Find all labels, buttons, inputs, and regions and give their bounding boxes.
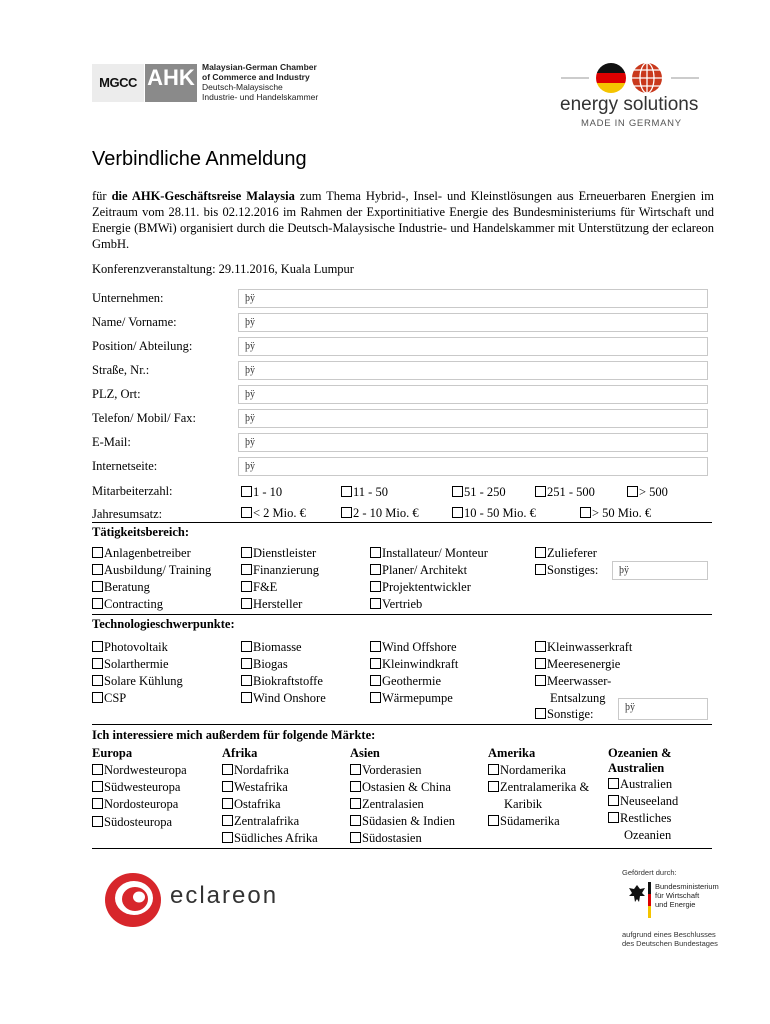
divider — [92, 724, 712, 725]
checkbox[interactable] — [92, 764, 103, 775]
tech-option[interactable]: Wind Onshore — [241, 690, 326, 706]
tech-other-input[interactable]: þÿ — [618, 698, 708, 720]
market-option[interactable]: Westafrika — [222, 779, 288, 795]
field-label: PLZ, Ort: — [92, 387, 141, 401]
tech-option[interactable]: Kleinwasserkraft — [535, 639, 632, 655]
asien-title: Asien — [350, 746, 380, 760]
activity-option[interactable]: Sonstiges: — [535, 562, 598, 578]
checkbox[interactable] — [535, 564, 546, 575]
checkbox[interactable] — [92, 798, 103, 809]
divider — [92, 614, 712, 615]
checkbox[interactable] — [535, 547, 546, 558]
market-option[interactable]: Zentralamerika & — [488, 779, 589, 795]
market-option[interactable]: Vorderasien — [350, 762, 421, 778]
checkbox[interactable] — [241, 547, 252, 558]
field-label: Unternehmen: — [92, 291, 164, 305]
field-label: Name/ Vorname: — [92, 315, 177, 329]
checkbox[interactable] — [222, 832, 233, 843]
employees-label: Mitarbeiterzahl: — [92, 484, 173, 498]
checkbox[interactable] — [92, 641, 103, 652]
revenue-option[interactable]: 10 - 50 Mio. € — [452, 505, 536, 521]
checkbox[interactable] — [452, 486, 463, 497]
intro-paragraph: für die AHK-Geschäftsreise Malaysia zum Thema Hybrid-, Insel- und Kleinstlösungen aus Erneuerbaren Energien im Zeitraum vom 28.11. bis 02.12.2016 im Rahmen der Exportinitiative Energie des Bundesministeriums für Wirtschaft und Energie (BMWi) organisiert durch die Deutsch-Malaysische Industrie- und Handelskammer mit Unterstützung der eclareon GmbH. — [92, 189, 714, 251]
activity-option[interactable]: Dienstleister — [241, 545, 316, 561]
mgcc-ahk-logo — [92, 62, 322, 108]
activity-option[interactable]: Installateur/ Monteur — [370, 545, 488, 561]
checkbox[interactable] — [222, 798, 233, 809]
checkbox[interactable] — [580, 507, 591, 518]
checkbox[interactable] — [608, 778, 619, 789]
ministry-logo: Bundesministerium für Wirtschaft und Energie — [628, 882, 728, 922]
market-option[interactable]: Australien — [608, 776, 672, 792]
market-option[interactable]: Südliches Afrika — [222, 830, 318, 846]
checkbox[interactable] — [350, 781, 361, 792]
employees-option[interactable]: 51 - 250 — [452, 484, 506, 500]
checkbox[interactable] — [488, 815, 499, 826]
checkbox[interactable] — [488, 781, 499, 792]
market-option[interactable]: Südosteuropa — [92, 814, 172, 830]
checkbox[interactable] — [92, 547, 103, 558]
checkbox[interactable] — [627, 486, 638, 497]
revenue-label: Jahresumsatz: — [92, 507, 163, 521]
tech-option[interactable]: Biomasse — [241, 639, 302, 655]
checkbox[interactable] — [350, 815, 361, 826]
checkbox[interactable] — [370, 564, 381, 575]
bundestag-note: aufgrund eines Beschlusses des Deutschen Bundestages — [622, 930, 718, 948]
market-option[interactable]: Nordamerika — [488, 762, 566, 778]
tech-option-continued: Entsalzung — [550, 691, 606, 705]
checkbox[interactable] — [535, 708, 546, 719]
market-option[interactable]: Ostafrika — [222, 796, 281, 812]
field-input[interactable]: þÿ — [238, 385, 708, 404]
checkbox[interactable] — [370, 658, 381, 669]
field-input[interactable]: þÿ — [238, 457, 708, 476]
employees-option[interactable]: 251 - 500 — [535, 484, 595, 500]
checkbox[interactable] — [370, 598, 381, 609]
checkbox[interactable] — [241, 507, 252, 518]
checkbox[interactable] — [488, 764, 499, 775]
market-option[interactable]: Ostasien & China — [350, 779, 451, 795]
activity-option[interactable]: F&E — [241, 579, 277, 595]
eclareon-logo-text: eclareon — [170, 882, 279, 909]
amerika-title: Amerika — [488, 746, 536, 760]
checkbox[interactable] — [92, 675, 103, 686]
activity-option[interactable]: Beratung — [92, 579, 150, 595]
market-option[interactable]: Neuseeland — [608, 793, 678, 809]
checkbox[interactable] — [370, 692, 381, 703]
tech-option[interactable]: Photovoltaik — [92, 639, 168, 655]
field-label: E-Mail: — [92, 435, 131, 449]
tech-option[interactable]: Solarthermie — [92, 656, 169, 672]
field-label: Position/ Abteilung: — [92, 339, 193, 353]
conference-info: Konferenzveranstaltung: 29.11.2016, Kuala Lumpur — [92, 262, 354, 276]
activity-option[interactable]: Projektentwickler — [370, 579, 471, 595]
funding-label: Gefördert durch: — [622, 868, 677, 877]
tech-option[interactable]: Solare Kühlung — [92, 673, 183, 689]
checkbox[interactable] — [241, 598, 252, 609]
checkbox[interactable] — [535, 641, 546, 652]
flag-bar — [648, 882, 651, 918]
afrika-title: Afrika — [222, 746, 258, 760]
market-option[interactable]: Nordafrika — [222, 762, 289, 778]
chamber-name: Malaysian-German Chamber of Commerce and Industry Deutsch-Malaysische Industrie- und Handelskammer — [202, 62, 319, 102]
checkbox[interactable] — [92, 816, 103, 827]
tech-option[interactable]: Meerwasser- — [535, 673, 611, 689]
checkbox[interactable] — [535, 658, 546, 669]
energy-solutions-logo: energy solutions MADE IN GERMANY — [555, 58, 705, 133]
checkbox[interactable] — [222, 764, 233, 775]
field-label: Internetseite: — [92, 459, 158, 473]
activity-option[interactable]: Hersteller — [241, 596, 302, 612]
activity-option[interactable]: Finanzierung — [241, 562, 319, 578]
market-option-continued: Karibik — [504, 797, 543, 811]
field-input[interactable]: þÿ — [238, 337, 708, 356]
tech-option[interactable]: Meeresenergie — [535, 656, 620, 672]
checkbox[interactable] — [92, 564, 103, 575]
revenue-option[interactable]: > 50 Mio. € — [580, 505, 651, 521]
market-option[interactable]: Südwesteuropa — [92, 779, 180, 795]
checkbox[interactable] — [92, 658, 103, 669]
market-option[interactable]: Südostasien — [350, 830, 422, 846]
checkbox[interactable] — [350, 798, 361, 809]
tech-option[interactable]: Biogas — [241, 656, 288, 672]
checkbox[interactable] — [241, 692, 252, 703]
checkbox[interactable] — [341, 507, 352, 518]
checkbox[interactable] — [241, 581, 252, 592]
employees-option[interactable]: > 500 — [627, 484, 668, 500]
field-input[interactable]: þÿ — [238, 313, 708, 332]
field-input[interactable]: þÿ — [238, 433, 708, 452]
tech-option[interactable]: Wind Offshore — [370, 639, 457, 655]
divider — [92, 522, 712, 523]
page-title: Verbindliche Anmeldung — [92, 148, 307, 170]
checkbox[interactable] — [350, 832, 361, 843]
checkbox[interactable] — [222, 781, 233, 792]
market-option[interactable]: Zentralasien — [350, 796, 424, 812]
activity-heading: Tätigkeitsbereich: — [92, 525, 189, 539]
activity-option[interactable]: Vertrieb — [370, 596, 422, 612]
checkbox[interactable] — [452, 507, 463, 518]
ozeanien-title-2: Australien — [608, 761, 665, 775]
checkbox[interactable] — [350, 764, 361, 775]
divider — [92, 848, 712, 849]
activity-option[interactable]: Ausbildung/ Training — [92, 562, 211, 578]
field-label: Telefon/ Mobil/ Fax: — [92, 411, 196, 425]
checkbox[interactable] — [370, 581, 381, 592]
checkbox[interactable] — [92, 581, 103, 592]
field-input[interactable]: þÿ — [238, 409, 708, 428]
revenue-option[interactable]: < 2 Mio. € — [241, 505, 306, 521]
tech-option[interactable]: Geothermie — [370, 673, 441, 689]
checkbox[interactable] — [535, 675, 546, 686]
checkbox[interactable] — [241, 641, 252, 652]
market-option[interactable]: Südamerika — [488, 813, 560, 829]
tech-option[interactable]: CSP — [92, 690, 126, 706]
activity-option[interactable]: Zulieferer — [535, 545, 597, 561]
checkbox[interactable] — [92, 781, 103, 792]
markets-heading: Ich interessiere mich außerdem für folgende Märkte: — [92, 728, 376, 742]
checkbox[interactable] — [608, 812, 619, 823]
eagle-icon — [628, 884, 646, 904]
europa-title: Europa — [92, 746, 133, 760]
employees-option[interactable]: 11 - 50 — [341, 484, 388, 500]
checkbox[interactable] — [370, 641, 381, 652]
tech-heading: Technologieschwerpunkte: — [92, 617, 235, 631]
activity-option[interactable]: Contracting — [92, 596, 163, 612]
field-input[interactable]: þÿ — [238, 289, 708, 308]
checkbox[interactable] — [241, 675, 252, 686]
checkbox[interactable] — [92, 692, 103, 703]
checkbox[interactable] — [341, 486, 352, 497]
field-label: Straße, Nr.: — [92, 363, 150, 377]
checkbox[interactable] — [241, 658, 252, 669]
checkbox[interactable] — [241, 486, 252, 497]
checkbox[interactable] — [241, 564, 252, 575]
market-option[interactable]: Restliches — [608, 810, 671, 826]
tech-option[interactable]: Biokraftstoffe — [241, 673, 323, 689]
checkbox[interactable] — [608, 795, 619, 806]
ahk-logo: AHK — [145, 64, 197, 102]
checkbox[interactable] — [370, 675, 381, 686]
tech-option[interactable]: Kleinwindkraft — [370, 656, 458, 672]
market-option[interactable]: Südasien & Indien — [350, 813, 455, 829]
checkbox[interactable] — [535, 486, 546, 497]
mgcc-logo: MGCC — [92, 64, 144, 102]
checkbox[interactable] — [222, 815, 233, 826]
checkbox[interactable] — [92, 598, 103, 609]
activity-other-input[interactable]: þÿ — [612, 561, 708, 580]
market-option[interactable]: Nordwesteuropa — [92, 762, 187, 778]
market-option-continued: Ozeanien — [624, 828, 672, 842]
market-option[interactable]: Zentralafrika — [222, 813, 299, 829]
revenue-option[interactable]: 2 - 10 Mio. € — [341, 505, 419, 521]
activity-option[interactable]: Planer/ Architekt — [370, 562, 467, 578]
tech-option[interactable]: Wärmepumpe — [370, 690, 453, 706]
globe-flag-icon — [555, 58, 705, 98]
ozeanien-title: Ozeanien & — [608, 746, 672, 760]
checkbox[interactable] — [370, 547, 381, 558]
tech-option[interactable]: Sonstige: — [535, 706, 594, 722]
market-option[interactable]: Nordosteuropa — [92, 796, 178, 812]
employees-option[interactable]: 1 - 10 — [241, 484, 282, 500]
eclareon-swirl-icon — [103, 870, 167, 930]
activity-option[interactable]: Anlagenbetreiber — [92, 545, 191, 561]
field-input[interactable]: þÿ — [238, 361, 708, 380]
